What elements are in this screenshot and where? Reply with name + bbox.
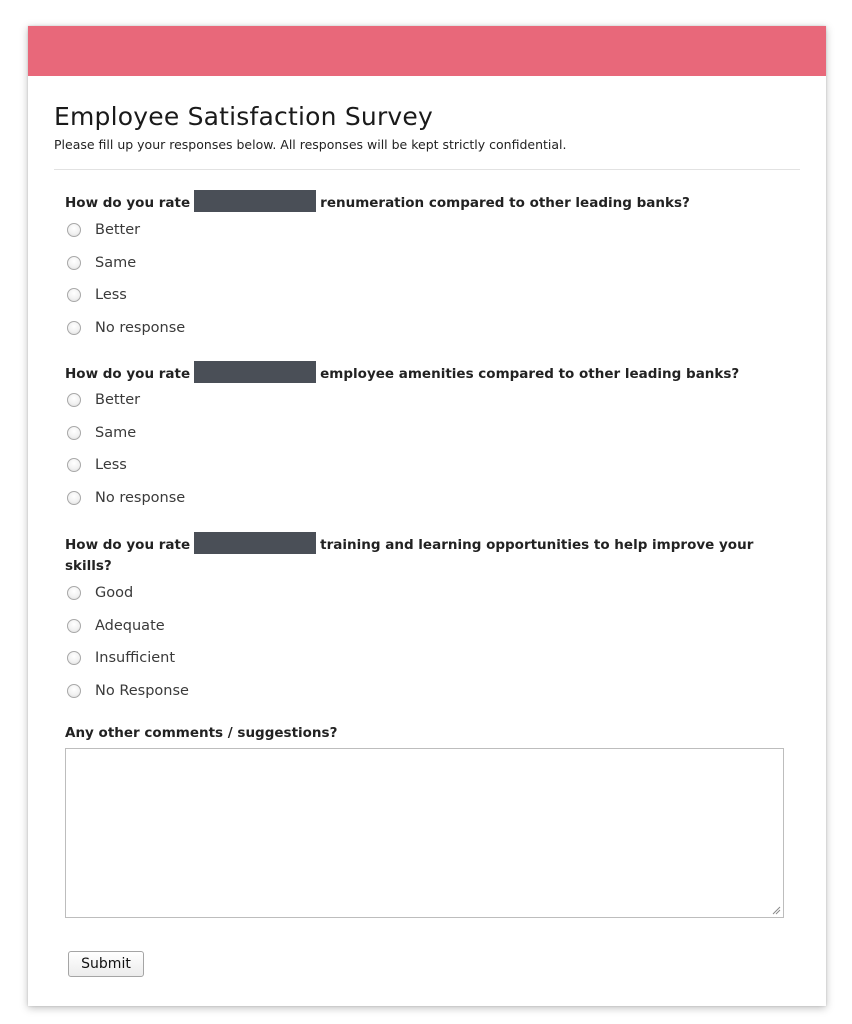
radio-button[interactable] (67, 426, 81, 440)
options-amenities (65, 384, 185, 514)
question-prefix: How do you rate (65, 537, 191, 553)
option-same[interactable] (65, 247, 185, 280)
radio-button[interactable] (67, 586, 81, 600)
comments-textarea[interactable] (65, 748, 784, 918)
radio-button[interactable] (67, 223, 81, 237)
option-label: No Response (95, 682, 189, 699)
comments-label: Any other comments / suggestions? (65, 725, 338, 741)
option-adequate[interactable] (65, 610, 189, 643)
options-renumeration (65, 214, 185, 344)
option-no-response[interactable] (65, 312, 185, 345)
option-label: Good (95, 585, 134, 602)
option-label: Less (95, 457, 127, 474)
radio-button[interactable] (67, 321, 81, 335)
option-label: Insufficient (95, 650, 176, 667)
option-better[interactable] (65, 384, 185, 417)
submit-button[interactable]: Submit (68, 951, 144, 977)
question-renumeration (65, 190, 785, 214)
question-suffix: training and learning opportunities to help improve your skills? (65, 537, 754, 574)
options-training (65, 577, 189, 707)
option-better[interactable] (65, 214, 185, 247)
option-label: Better (95, 392, 141, 409)
page-title: Employee Satisfaction Survey (54, 102, 433, 131)
option-good[interactable] (65, 577, 189, 610)
question-amenities (65, 361, 785, 385)
redacted-bank-name (194, 361, 316, 383)
radio-button[interactable] (67, 491, 81, 505)
question-training (65, 532, 785, 577)
radio-button[interactable] (67, 393, 81, 407)
survey-form (28, 26, 826, 1006)
question-prefix: How do you rate (65, 195, 191, 211)
option-less[interactable] (65, 279, 185, 312)
option-less[interactable] (65, 449, 185, 482)
option-label: Same (95, 424, 137, 441)
option-label: No response (95, 319, 186, 336)
redacted-bank-name (194, 190, 316, 212)
option-label: Less (95, 287, 127, 304)
question-prefix: How do you rate (65, 366, 191, 382)
option-label: No response (95, 489, 186, 506)
question-suffix: renumeration compared to other leading banks? (320, 195, 690, 211)
radio-button[interactable] (67, 684, 81, 698)
radio-button[interactable] (67, 619, 81, 633)
radio-button[interactable] (67, 288, 81, 302)
option-label: Adequate (95, 617, 165, 634)
radio-button[interactable] (67, 651, 81, 665)
option-same[interactable] (65, 417, 185, 450)
radio-button[interactable] (67, 458, 81, 472)
question-suffix: employee amenities compared to other leading banks? (320, 366, 740, 382)
resize-grip-icon[interactable] (771, 905, 781, 915)
radio-button[interactable] (67, 256, 81, 270)
option-no-response[interactable] (65, 482, 185, 515)
option-insufficient[interactable] (65, 642, 189, 675)
option-label: Better (95, 222, 141, 239)
divider (54, 169, 800, 170)
page-subtitle: Please fill up your responses below. All responses will be kept strictly confidential. (54, 137, 567, 152)
redacted-bank-name (194, 532, 316, 554)
option-no-response[interactable] (65, 675, 189, 708)
option-label: Same (95, 254, 137, 271)
header-bar (28, 26, 826, 76)
